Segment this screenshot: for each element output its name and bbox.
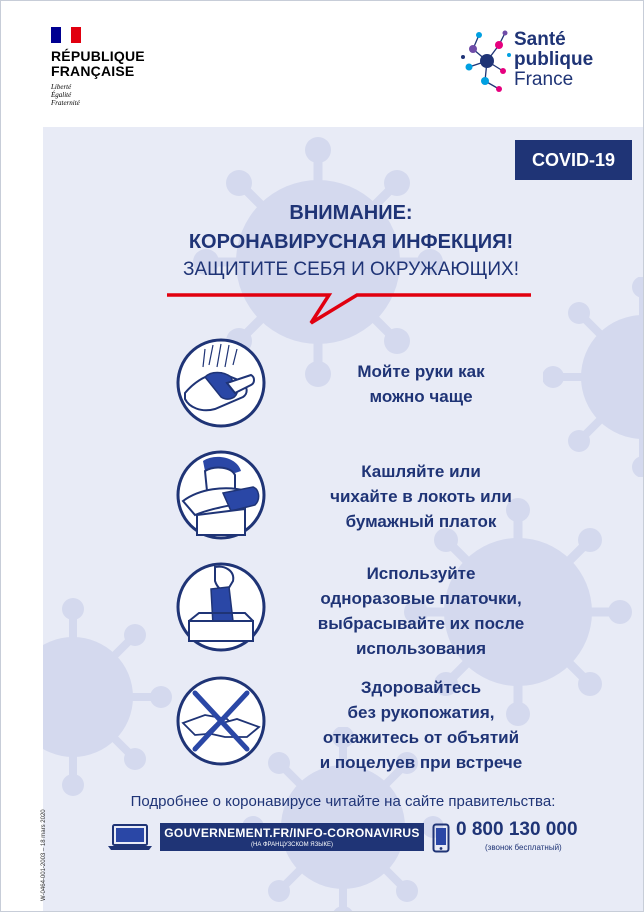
agency-name-line: France: [514, 69, 574, 90]
instruction-line: Мойте руки как: [357, 362, 485, 381]
french-flag-icon: [51, 27, 81, 43]
instruction-disposable-tissues: [271, 561, 571, 661]
sante-publique-france-logo: [459, 27, 609, 107]
instruction-cough-elbow: [271, 459, 571, 534]
instruction-line: бумажный платок: [345, 512, 497, 531]
hotline-free-note: (звонок бесплатный): [485, 843, 562, 852]
title-protect: ЗАЩИТИТЕ СЕБЯ И ОКРУЖАЮЩИХ!: [182, 259, 520, 280]
republic-name-line: RÉPUBLIQUE: [51, 48, 145, 64]
speech-bubble-line-icon: [161, 283, 541, 329]
instruction-line: Используйте: [366, 564, 476, 583]
cough-elbow-icon: [175, 449, 267, 541]
instruction-line: выбрасывайте их после: [317, 614, 525, 633]
republic-name-line: FRANÇAISE: [51, 63, 135, 79]
website-language-note: (НА ФРАНЦУЗСКОМ ЯЗЫКЕ): [250, 842, 334, 848]
covid-badge: COVID-19: [515, 140, 632, 180]
instruction-wash-hands: [271, 359, 571, 409]
title-infection: КОРОНАВИРУСНАЯ ИНФЕКЦИЯ!: [188, 231, 514, 253]
instruction-line: без рукопожатия,: [347, 703, 495, 722]
instruction-line: откажитесь от объятий: [322, 728, 520, 747]
reference-text: W-0464-001-2003 – 18 mars 2020: [41, 809, 47, 901]
laptop-icon: [107, 823, 153, 851]
tissue-box-icon: [175, 561, 267, 653]
republic-name: [51, 49, 161, 79]
motto-line: Liberté: [51, 83, 72, 91]
agency-name-line: publique: [514, 49, 594, 70]
agency-name: [514, 30, 593, 90]
title-warning: ВНИМАНИЕ:: [289, 202, 413, 224]
agency-name-line: Santé: [514, 29, 566, 50]
document-reference: [41, 741, 51, 901]
instruction-no-handshake: [271, 675, 571, 775]
more-info-text: Подробнее о коронавирусе читайте на сайте правительства:: [130, 793, 556, 810]
motto-line: Fraternité: [51, 99, 80, 107]
virus-watermark-icon: [43, 597, 173, 797]
hand-washing-icon: [175, 337, 267, 429]
instruction-line: и поцелуев при встрече: [319, 753, 523, 772]
instruction-line: можно чаще: [369, 387, 473, 406]
molecule-icon: [459, 27, 513, 101]
website-url[interactable]: GOUVERNEMENT.FR/INFO-CORONAVIRUS: [164, 826, 420, 840]
instruction-line: Здоровайтесь: [360, 678, 482, 697]
republic-motto: [51, 83, 161, 107]
no-handshake-icon: [175, 675, 267, 767]
phone-icon: [432, 823, 450, 853]
instruction-line: чихайте в локоть или: [330, 487, 512, 506]
instruction-line: Кашляйте или: [361, 462, 481, 481]
instruction-line: использования: [355, 639, 487, 658]
government-website-link[interactable]: [160, 823, 424, 851]
republique-francaise-logo: [51, 27, 161, 107]
hotline-number[interactable]: 0 800 130 000: [456, 819, 578, 840]
motto-line: Égalité: [51, 91, 72, 99]
instruction-line: одноразовые платочки,: [320, 589, 522, 608]
